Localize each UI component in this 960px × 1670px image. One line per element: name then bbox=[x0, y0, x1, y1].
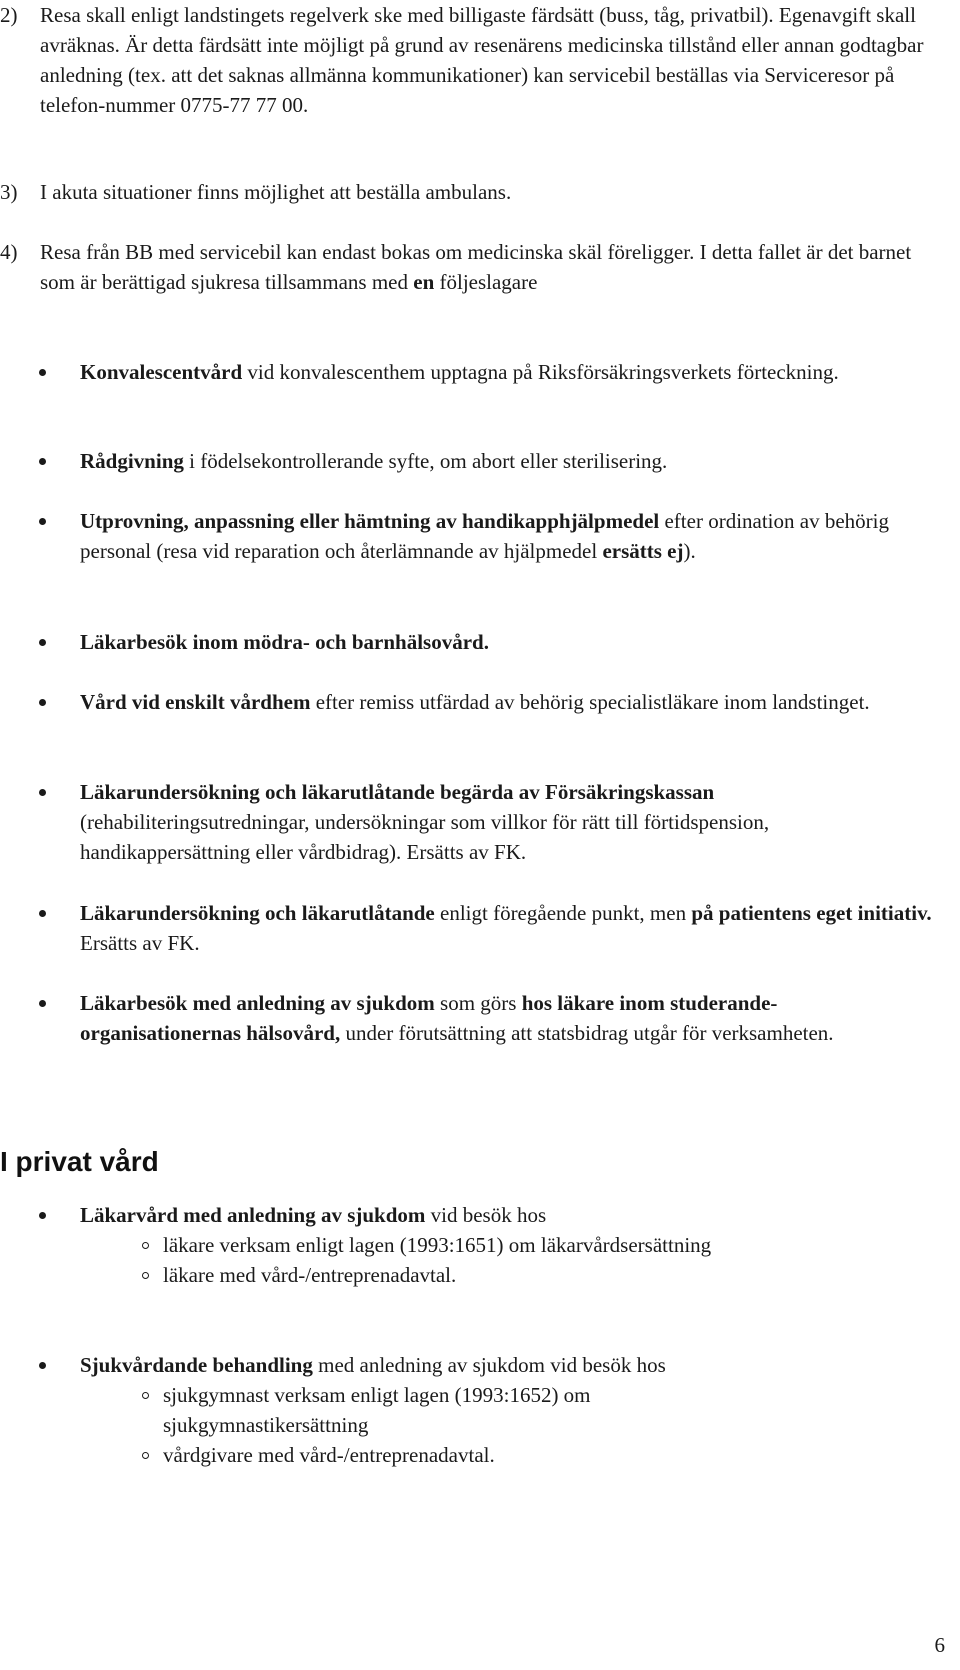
sub-item-text: läkare verksam enligt lagen (1993:1651) om läkarvårdsersättning bbox=[163, 1233, 712, 1257]
bullet-item-radgivning bbox=[0, 446, 940, 476]
sub-item-text: läkare med vård-/entreprenadavtal. bbox=[163, 1263, 457, 1287]
bullet-text: Läkarvård med anledning av sjukdom vid besök hos bbox=[80, 1203, 547, 1227]
list-item-3 bbox=[0, 177, 940, 207]
sub-bullet-icon bbox=[142, 1392, 149, 1399]
section-heading: I privat vård bbox=[0, 1146, 159, 1177]
sub-bullet-icon bbox=[142, 1452, 149, 1459]
list-item-text: I akuta situationer finns möjlighet att beställa ambulans. bbox=[40, 180, 512, 204]
list-item-text: Resa från BB med servicebil kan endast bokas om medicinska skäl föreligger. I detta fallet är det barnet som är berättigad sjukresa tillsammans med en följeslagare bbox=[40, 240, 912, 294]
list-item-4 bbox=[0, 237, 940, 297]
list-item-text: Resa skall enligt landstingets regelverk ske med billigaste färdsätt (buss, tåg, privatbil). Egenavgift skall avräknas. Är detta färdsätt inte möjligt på grund av resenärens medicinska tillstånd eller annan godtagbar anledning (tex. att det saknas allmänna kommunikationer) kan servicebil beställas via Serviceresor på telefon-nummer 0775-77 77 00. bbox=[40, 3, 924, 117]
bullet-icon bbox=[39, 1212, 46, 1219]
sub-item bbox=[0, 1380, 700, 1440]
bullet-item-lakarbesok-modra bbox=[0, 627, 940, 657]
bullet-item-enskilt-vardhem bbox=[0, 687, 940, 717]
bullet-item-lakarvard bbox=[0, 1200, 940, 1230]
sub-bullet-icon bbox=[142, 1272, 149, 1279]
sub-item-text: sjukgymnast verksam enligt lagen (1993:1652) om sjukgymnastikersättning bbox=[163, 1383, 591, 1437]
bullet-icon bbox=[39, 910, 46, 917]
bullet-text: Vård vid enskilt vårdhem efter remiss utfärdad av behörig specialistläkare inom landstinget. bbox=[80, 690, 870, 714]
bullet-icon bbox=[39, 518, 46, 525]
bullet-item-sjukvardande bbox=[0, 1350, 940, 1380]
bullet-text: Läkarundersökning och läkarutlåtande enligt föregående punkt, men på patientens eget initiativ. Ersätts av FK. bbox=[80, 901, 932, 955]
sub-item bbox=[0, 1260, 940, 1290]
bullet-text: Rådgivning i födelsekontrollerande syfte, om abort eller sterilisering. bbox=[80, 449, 668, 473]
bullet-icon bbox=[39, 1362, 46, 1369]
bullet-icon bbox=[39, 1000, 46, 1007]
bullet-icon bbox=[39, 369, 46, 376]
list-number: 2) bbox=[0, 3, 18, 27]
bullet-icon bbox=[39, 458, 46, 465]
bullet-text: Läkarundersökning och läkarutlåtande begärda av Försäkringskassan (rehabiliteringsutredningar, undersökningar som villkor för rätt till förtidspension, handikappersättning eller vårdbidrag). Ersätts av FK. bbox=[80, 780, 770, 864]
sub-item-text: vårdgivare med vård-/entreprenadavtal. bbox=[163, 1443, 495, 1467]
bullet-item-utprovning bbox=[0, 506, 940, 566]
sub-item bbox=[0, 1230, 940, 1260]
list-number: 3) bbox=[0, 180, 18, 204]
bullet-icon bbox=[39, 699, 46, 706]
bullet-text: Sjukvårdande behandling med anledning av sjukdom vid besök hos bbox=[80, 1353, 666, 1377]
bullet-item-eget-initiativ bbox=[0, 898, 940, 958]
sub-item bbox=[0, 1440, 940, 1470]
bullet-icon bbox=[39, 789, 46, 796]
bullet-icon bbox=[39, 639, 46, 646]
bullet-item-studenthalsovard bbox=[0, 988, 940, 1048]
bullet-text: Konvalescentvård vid konvalescenthem upptagna på Riksförsäkringsverkets förteckning. bbox=[80, 360, 839, 384]
list-number: 4) bbox=[0, 240, 18, 264]
bullet-item-forsakringskassan bbox=[0, 777, 940, 867]
bullet-text: Utprovning, anpassning eller hämtning av handikapphjälpmedel efter ordination av behörig personal (resa vid reparation och återlämnande av hjälpmedel ersätts ej). bbox=[80, 509, 889, 563]
bullet-text: Läkarbesök med anledning av sjukdom som görs hos läkare inom studerande- organisationernas hälsovård, under förutsättning att statsbidrag utgår för verksamheten. bbox=[80, 991, 834, 1045]
sub-bullet-icon bbox=[142, 1242, 149, 1249]
bullet-text: Läkarbesök inom mödra- och barnhälsovård. bbox=[80, 630, 489, 654]
bullet-item-konvalescentvard bbox=[0, 357, 940, 387]
list-item-2 bbox=[0, 0, 940, 120]
page-number: 6 bbox=[934, 1633, 945, 1657]
